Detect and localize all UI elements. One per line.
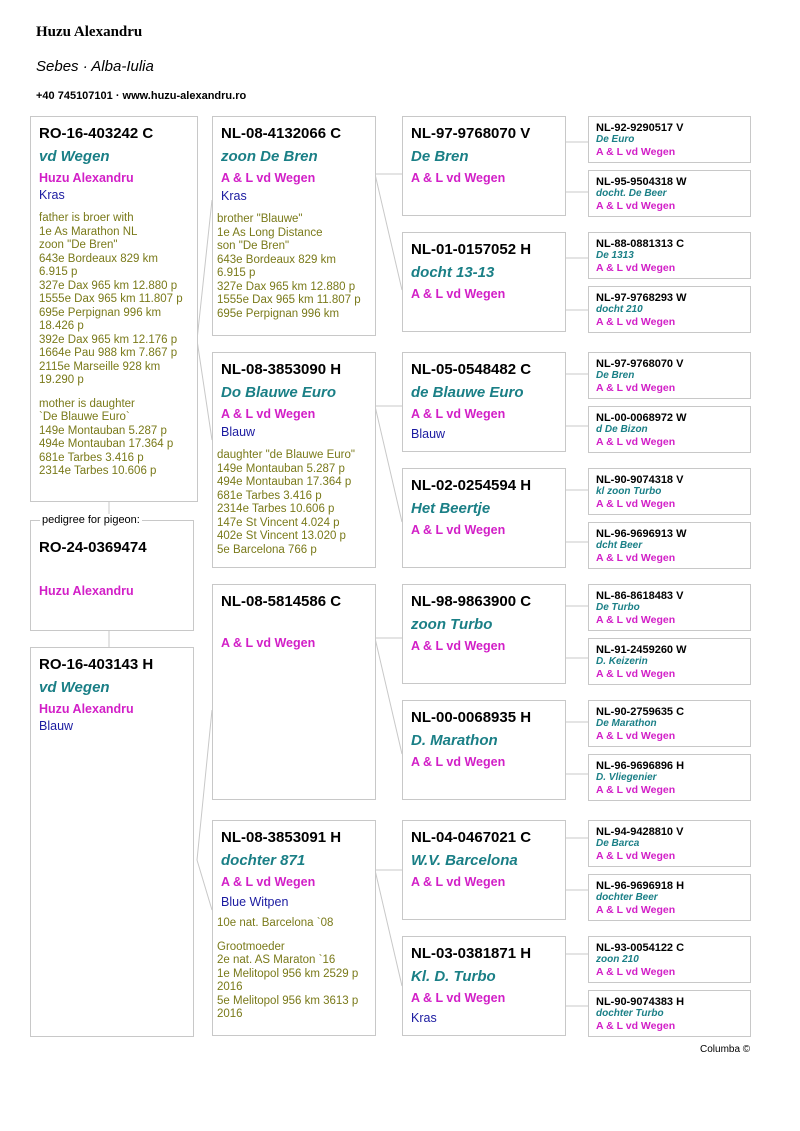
sire-card[interactable] bbox=[30, 116, 198, 502]
gen3-owner: A & L vd Wegen bbox=[411, 171, 506, 185]
sire-notes bbox=[39, 212, 189, 479]
pedigree-label: pedigree for pigeon: bbox=[42, 514, 140, 526]
gen4-card[interactable] bbox=[588, 232, 751, 279]
gen4-owner: A & L vd Wegen bbox=[596, 614, 676, 626]
gen4-owner: A & L vd Wegen bbox=[596, 784, 676, 796]
gen4-name: D. Keizerin bbox=[596, 656, 648, 667]
gen2-notes: 10e nat. Barcelona `08 Grootmoeder 2e nat. AS Maraton `16 1e Melitopol 956 km 2529 p 2016 5e Melitopol 956 km 3613 p 2016 bbox=[217, 917, 359, 1020]
gen4-name: docht. De Beer bbox=[596, 188, 667, 199]
gen4-ring: NL-86-8618483 V bbox=[596, 590, 684, 602]
gen3-ring: NL-98-9863900 C bbox=[411, 593, 532, 610]
gen4-card[interactable] bbox=[588, 406, 751, 453]
gen3-ring: NL-97-9768070 V bbox=[411, 125, 531, 142]
gen4-card[interactable] bbox=[588, 170, 751, 217]
subject-owner: Huzu Alexandru bbox=[39, 584, 134, 598]
gen4-ring: NL-96-9696896 H bbox=[596, 760, 685, 772]
sire-color: Kras bbox=[39, 188, 65, 202]
gen3-card[interactable] bbox=[402, 820, 566, 920]
gen4-name: De Turbo bbox=[596, 602, 640, 613]
breeder-name: Huzu Alexandru bbox=[36, 24, 143, 40]
gen4-ring: NL-90-2759635 C bbox=[596, 706, 685, 718]
gen2-card[interactable] bbox=[212, 820, 376, 1036]
subject-card[interactable] bbox=[30, 520, 194, 631]
gen2-notes: daughter "de Blauwe Euro" 149e Montauban 5.287 p 494e Montauban 17.364 p 681e Tarbes 3.416 p 2314e Tarbes 10.606 p 147e St Vincent 4.024 p 402e St Vincent 13.020 p 5e Barcelona 766 p bbox=[217, 449, 355, 556]
gen3-color: Blauw bbox=[411, 427, 446, 441]
gen3-card[interactable] bbox=[402, 352, 566, 452]
sire-notes-paragraph: father is broer with 1e As Marathon NL zoon "De Bren" 643e Bordeaux 829 km 6.915 p 327e Dax 965 km 12.880 p 1555e Dax 965 km 11.807 p 695e Perpignan 996 km 18.426 p 392e Dax 965 km 12.176 p 1664e Pau 988 km 7.867 p 2115e Marseille 928 km 19.290 p bbox=[39, 212, 183, 386]
footer-credit: Columba © bbox=[700, 1044, 751, 1055]
gen2-notes: brother "Blauwe" 1e As Long Distance son "De Bren" 643e Bordeaux 829 km 6.915 p 327e Dax 965 km 12.880 p 1555e Dax 965 km 11.807 p 695e Perpignan 996 km bbox=[217, 213, 361, 320]
gen3-name: zoon Turbo bbox=[411, 616, 493, 633]
gen4-card[interactable] bbox=[588, 584, 751, 631]
gen4-ring: NL-91-2459260 W bbox=[596, 644, 687, 656]
dam-color: Blauw bbox=[39, 719, 74, 733]
gen4-owner: A & L vd Wegen bbox=[596, 498, 676, 510]
gen2-color: Kras bbox=[221, 189, 247, 203]
gen4-card[interactable] bbox=[588, 522, 751, 569]
gen2-card[interactable] bbox=[212, 352, 376, 568]
gen3-owner: A & L vd Wegen bbox=[411, 523, 506, 537]
gen3-name: de Blauwe Euro bbox=[411, 384, 524, 401]
gen3-owner: A & L vd Wegen bbox=[411, 875, 506, 889]
gen4-card[interactable] bbox=[588, 990, 751, 1037]
gen4-owner: A & L vd Wegen bbox=[596, 966, 676, 978]
gen2-ring: NL-08-3853090 H bbox=[221, 361, 342, 378]
gen4-ring: NL-94-9428810 V bbox=[596, 826, 684, 838]
gen3-card[interactable] bbox=[402, 584, 566, 684]
gen3-name: docht 13-13 bbox=[411, 264, 495, 281]
gen3-color: Kras bbox=[411, 1011, 437, 1025]
gen3-card[interactable] bbox=[402, 468, 566, 568]
gen4-name: De Barca bbox=[596, 838, 640, 849]
dam-owner: Huzu Alexandru bbox=[39, 702, 134, 716]
gen2-ring: NL-08-3853091 H bbox=[221, 829, 342, 846]
gen4-name: De Marathon bbox=[596, 718, 657, 729]
gen4-name: dcht Beer bbox=[596, 540, 643, 551]
gen4-name: De Bren bbox=[596, 370, 635, 381]
gen4-name: kl zoon Turbo bbox=[596, 486, 662, 497]
gen4-card[interactable] bbox=[588, 874, 751, 921]
dam-name: vd Wegen bbox=[39, 679, 110, 696]
gen3-card[interactable] bbox=[402, 700, 566, 800]
gen4-card[interactable] bbox=[588, 700, 751, 747]
gen3-name: W.V. Barcelona bbox=[411, 852, 518, 869]
gen4-card[interactable] bbox=[588, 638, 751, 685]
gen4-name: dochter Turbo bbox=[596, 1008, 664, 1019]
gen3-owner: A & L vd Wegen bbox=[411, 287, 506, 301]
gen4-ring: NL-96-9696913 W bbox=[596, 528, 687, 540]
gen4-card[interactable] bbox=[588, 352, 751, 399]
gen4-card[interactable] bbox=[588, 754, 751, 801]
gen4-owner: A & L vd Wegen bbox=[596, 262, 676, 274]
gen2-card[interactable] bbox=[212, 584, 376, 800]
gen4-ring: NL-00-0068972 W bbox=[596, 412, 687, 424]
gen3-name: De Bren bbox=[411, 148, 469, 165]
gen3-ring: NL-02-0254594 H bbox=[411, 477, 532, 494]
gen4-owner: A & L vd Wegen bbox=[596, 146, 676, 158]
gen4-name: De 1313 bbox=[596, 250, 634, 261]
breeder-location: Sebes · Alba-Iulia bbox=[36, 58, 154, 75]
gen3-owner: A & L vd Wegen bbox=[411, 407, 506, 421]
gen2-owner: A & L vd Wegen bbox=[221, 171, 316, 185]
sire-name: vd Wegen bbox=[39, 148, 110, 165]
gen4-card[interactable] bbox=[588, 116, 751, 163]
gen2-name: zoon De Bren bbox=[221, 148, 318, 165]
sire-notes-paragraph: mother is daughter `De Blauwe Euro` 149e Montauban 5.287 p 494e Montauban 17.364 p 681e Tarbes 3.416 p 2314e Tarbes 10.606 p bbox=[39, 397, 174, 477]
gen2-name: Do Blauwe Euro bbox=[221, 384, 337, 401]
gen4-name: De Euro bbox=[596, 134, 635, 145]
gen4-ring: NL-90-9074383 H bbox=[596, 996, 685, 1008]
gen4-name: d De Bizon bbox=[596, 424, 648, 435]
gen3-ring: NL-01-0157052 H bbox=[411, 241, 532, 258]
gen3-owner: A & L vd Wegen bbox=[411, 639, 506, 653]
gen4-ring: NL-96-9696918 H bbox=[596, 880, 685, 892]
gen4-owner: A & L vd Wegen bbox=[596, 730, 676, 742]
gen4-ring: NL-97-9768293 W bbox=[596, 292, 687, 304]
gen4-owner: A & L vd Wegen bbox=[596, 552, 676, 564]
gen3-card[interactable] bbox=[402, 116, 566, 216]
breeder-contact: +40 745107101 · www.huzu-alexandru.ro bbox=[36, 90, 247, 102]
gen3-owner: A & L vd Wegen bbox=[411, 755, 506, 769]
gen2-ring: NL-08-5814586 C bbox=[221, 593, 342, 610]
dam-ring: RO-16-403143 H bbox=[39, 656, 154, 673]
gen3-name: Kl. D. Turbo bbox=[411, 968, 496, 985]
gen4-owner: A & L vd Wegen bbox=[596, 850, 676, 862]
gen3-ring: NL-00-0068935 H bbox=[411, 709, 532, 726]
gen3-ring: NL-04-0467021 C bbox=[411, 829, 532, 846]
gen2-color: Blue Witpen bbox=[221, 895, 289, 909]
gen4-owner: A & L vd Wegen bbox=[596, 200, 676, 212]
gen3-name: D. Marathon bbox=[411, 732, 498, 749]
gen4-card[interactable] bbox=[588, 286, 751, 333]
gen2-owner: A & L vd Wegen bbox=[221, 875, 316, 889]
dam-card[interactable] bbox=[30, 647, 194, 1037]
gen4-owner: A & L vd Wegen bbox=[596, 436, 676, 448]
gen4-owner: A & L vd Wegen bbox=[596, 668, 676, 680]
gen3-name: Het Beertje bbox=[411, 500, 491, 517]
gen2-card[interactable] bbox=[212, 116, 376, 336]
gen4-name: zoon 210 bbox=[596, 954, 639, 965]
gen4-ring: NL-93-0054122 C bbox=[596, 942, 685, 954]
gen4-name: D. Vliegenier bbox=[596, 772, 657, 783]
gen4-card[interactable] bbox=[588, 468, 751, 515]
sire-owner: Huzu Alexandru bbox=[39, 171, 134, 185]
gen4-ring: NL-97-9768070 V bbox=[596, 358, 684, 370]
gen2-owner: A & L vd Wegen bbox=[221, 407, 316, 421]
gen4-ring: NL-88-0881313 C bbox=[596, 238, 685, 250]
gen4-name: dochter Beer bbox=[596, 892, 658, 903]
gen4-owner: A & L vd Wegen bbox=[596, 904, 676, 916]
sire-ring: RO-16-403242 C bbox=[39, 125, 154, 142]
gen4-card[interactable] bbox=[588, 936, 751, 983]
gen4-ring: NL-90-9074318 V bbox=[596, 474, 684, 486]
gen3-ring: NL-05-0548482 C bbox=[411, 361, 532, 378]
gen2-color: Blauw bbox=[221, 425, 256, 439]
gen2-ring: NL-08-4132066 C bbox=[221, 125, 342, 142]
gen4-card[interactable] bbox=[588, 820, 751, 867]
gen4-owner: A & L vd Wegen bbox=[596, 1020, 676, 1032]
gen2-owner: A & L vd Wegen bbox=[221, 636, 316, 650]
gen4-ring: NL-92-9290517 V bbox=[596, 122, 684, 134]
gen3-card[interactable] bbox=[402, 232, 566, 332]
gen4-name: docht 210 bbox=[596, 304, 643, 315]
gen2-name: dochter 871 bbox=[221, 852, 306, 869]
gen3-ring: NL-03-0381871 H bbox=[411, 945, 532, 962]
gen4-owner: A & L vd Wegen bbox=[596, 316, 676, 328]
gen4-ring: NL-95-9504318 W bbox=[596, 176, 687, 188]
subject-ring: RO-24-0369474 bbox=[39, 539, 147, 556]
gen4-owner: A & L vd Wegen bbox=[596, 382, 676, 394]
gen3-card[interactable] bbox=[402, 936, 566, 1036]
gen3-owner: A & L vd Wegen bbox=[411, 991, 506, 1005]
